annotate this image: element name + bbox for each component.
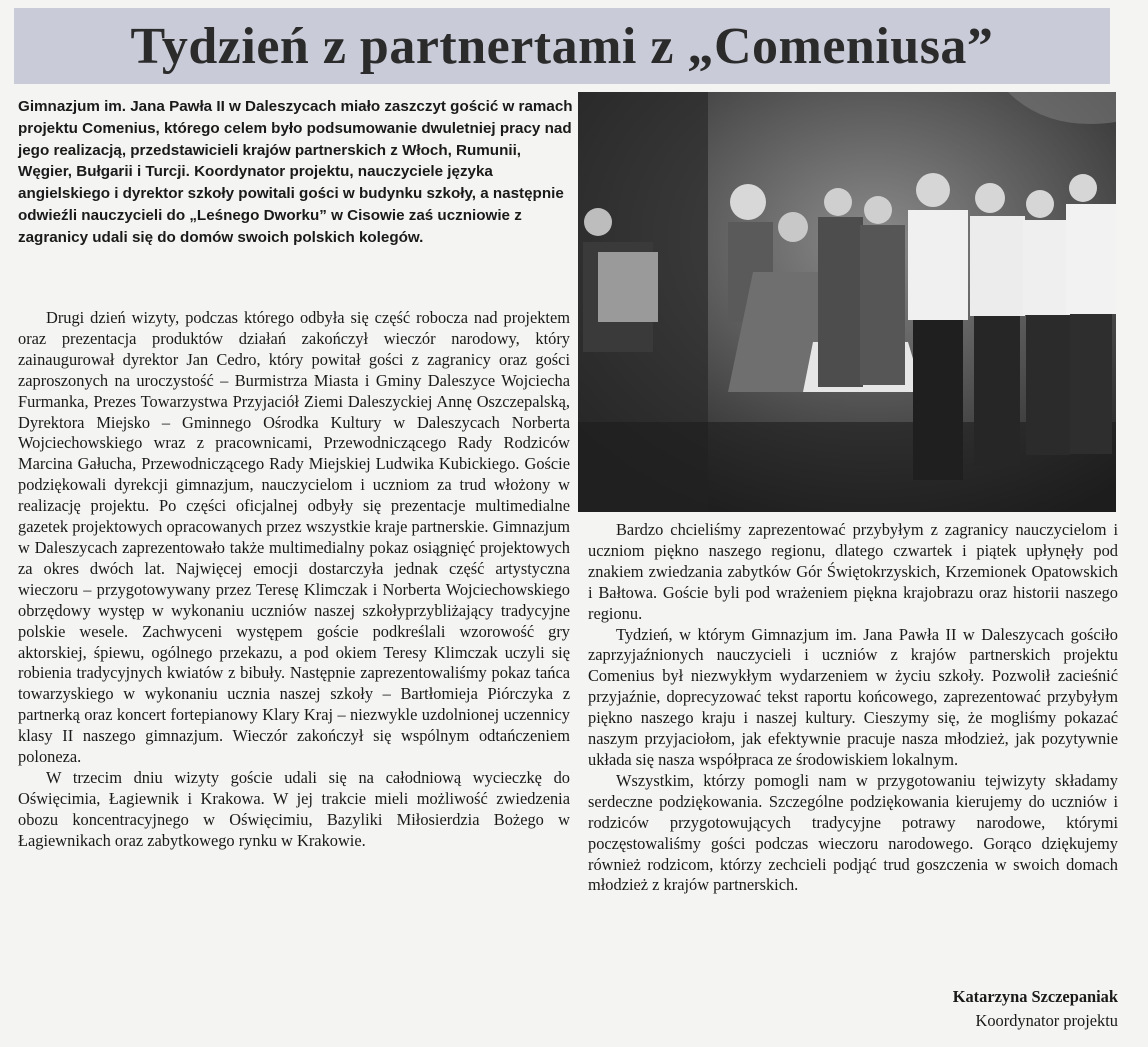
right-paragraph-1: Bardzo chcieliśmy zaprezentować przybyłym z zagranicy nauczycielom i uczniom piękno naszego regionu, dlatego czwartek i piątek upłynęły pod znakiem zwiedzania zabytków Gór Świętokrzyskich, Krzemionek Opatowskich i Bałtowa. Goście byli pod wrażeniem piękna krajobrazu oraz historii naszego regionu. <box>588 520 1118 623</box>
signature <box>953 985 1118 1033</box>
article-title: Tydzień z partnertami z „Comeniusa” <box>130 18 994 75</box>
photo-illustration <box>578 92 1116 512</box>
folk-dance-photo <box>578 92 1116 512</box>
article-lead: Gimnazjum im. Jana Pawła II w Daleszycach miało zaszczyt gościć w ramach projektu Comenius, którego celem było podsumowanie dwuletniej pracy nad jego realizacją, przedstawicieli krajów partnerskich z Włoch, Rumunii, Węgier, Bułgarii i Turcji. Koordynator projektu, nauczyciele języka angielskiego i dyrektor szkoły powitali gości w budynku szkoły, a następnie odwieźli nauczycieli do „Leśnego Dworku” w Cisowie zaś uczniowie z zagranicy udali się do domów swoich polskich kolegów. <box>18 98 573 246</box>
title-band <box>14 8 1110 84</box>
author-name: Katarzyna Szczepaniak <box>952 987 1118 1006</box>
right-column <box>588 520 1118 896</box>
left-paragraph-2: W trzecim dniu wizyty goście udali się na całodniową wycieczkę do Oświęcimia, Łagiewnik i Krakowa. W jej trakcie mieli możliwość zwiedzenia obozu koncentracyjnego w Oświęcimiu, Bazyliki Miłosierdzia Bożego w Łagiewnikach oraz zabytkowego rynku w Krakowie. <box>18 767 570 850</box>
left-column <box>18 308 570 852</box>
author-role: Koordynator projektu <box>975 1011 1118 1030</box>
right-paragraph-3: Wszystkim, którzy pomogli nam w przygotowaniu tejwizyty składamy serdeczne podziękowania. Szczególne podziękowania kierujemy do uczniów i rodziców przygotowujących tradycyjne potrawy narodowe, którymi poczęstowaliśmy gości podczas wieczoru narodowego. Gorąco dziękujemy również rodzicom, którzy zechcieli podjąć trud goszczenia w swoich domach młodzież z krajów partnerskich. <box>588 770 1118 895</box>
right-paragraph-2: Tydzień, w którym Gimnazjum im. Jana Pawła II w Daleszycach gościło zaprzyjaźnionych nauczycieli i uczniów z krajów partnerskich projektu Comenius był niezwykłym wydarzeniem w życiu szkoły. Pozwolił zacieśnić przyjaźnie, doprecyzować tekst raportu końcowego, zaprezentować przybyłym piękno naszego kraju i naszej kultury. Cieszymy się, że mogliśmy pokazać naszym przyjaciołom, jak efektywnie pracuje nasza młodzież, jak pozytywnie układa się nasza współpraca ze środowiskiem lokalnym. <box>588 624 1118 769</box>
left-paragraph-1: Drugi dzień wizyty, podczas którego odbyła się część robocza nad projektem oraz prezentacja produktów działań zakończył wieczór narodowy, który zainaugurował dyrektor Jan Cedro, który powitał gości z zagranicy oraz gości zaproszonych na uroczystość – Burmistrza Miasta i Gminy Daleszyce Wojciecha Furmanka, Prezes Towarzystwa Przyjaciół Ziemi Daleszyckiej Annę Oszczepalską, Dyrektora Miejsko – Gminnego Ośrodka Kultury w Daleszycach Norberta Wojciechowskiego wraz z pracownicami, Przewodniczącego Rady Rodziców Marcina Gałucha, Przewodniczącego Rady Miejskiej Ludwika Kubickiego. Goście podziękowali dyrekcji gimnazjum, nauczycielom i uczniom za trud włożony w realizację projektu. Po części oficjalnej odbyły się prezentacje multimedialne gazetek projektowych opracowanych przez wszystkie kraje partnerskie. Gimnazjum w Daleszycach zaprezentowało także multimedialny pokaz osiągnięć projektowych za okres dwóch lat. Najwięcej emocji dostarczyła jednak część artystyczna wieczoru – przygotowywany przez Teresę Klimczak i Norberta Wojciechowskiego obrzędowy występ w wykonaniu uczniów naszej szkołyprzybliżający tradycyjne polskie wesele. Zachwyceni występem goście podkreślali wzorowość gry aktorskiej, śpiewu, ogólnego przekazu, a pod okiem Teresy Klimczak uczyli się robienia tradycyjnych kwiatów z bibuły. Następnie zaprezentowaliśmy pokaz tańca towarzyskiego w wykonaniu ucznia naszej szkoły – Bartłomieja Piórczyka z partnerką oraz koncert fortepianowy Klary Kraj – niezwykle uzdolnionej uczennicy klasy II naszego gimnazjum. Wieczór zakończył się wspólnym odtańczeniem poloneza. <box>18 308 570 767</box>
